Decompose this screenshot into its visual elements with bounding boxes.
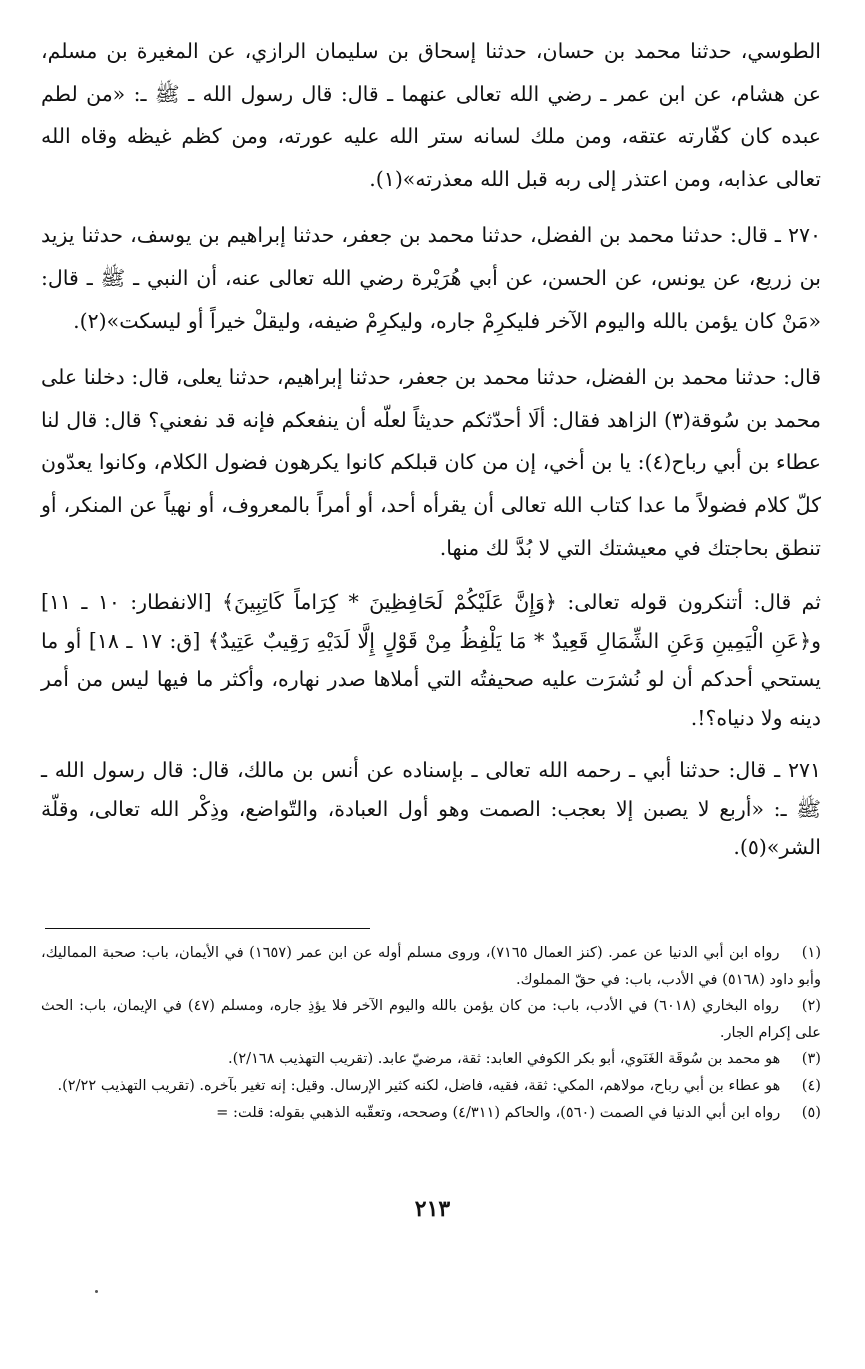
footnote-number: (٤): [801, 1076, 821, 1094]
footnote-text: رواه البخاري (٦٠١٨) في الأدب، باب: من كان يؤمن بالله واليوم الآخر فلا يؤذِ جاره، ومسلم (٤٧) في الإيمان، باب: الحث على إكرام الجار.: [41, 997, 821, 1041]
footnote-text: رواه ابن أبي الدنيا في الصمت (٥٦٠)، والحاكم (٤/٣١١) وصححه، وتعقّبه الذهبي بقوله: قلت: =: [216, 1103, 781, 1121]
footnote-number: (٢): [801, 997, 821, 1015]
paragraph-quran-verses: ثم قال: أتنكرون قوله تعالى: ﴿وَإِنَّ عَلَيْكُمْ لَحَافِظِينَ * كِرَاماً كَاتِبِينَ﴾ [الانفطار: ١٠ ـ ١١] و﴿عَنِ الْيَمِينِ وَعَنِ الشِّمَالِ قَعِيدٌ * مَا يَلْفِظُ مِنْ قَوْلٍ إِلَّا لَدَيْهِ رَقِيبٌ عَتِيدٌ﴾ [ق: ١٧ ـ ١٨] أو ما يستحي أحدكم أن لو نُشرَت عليه صحيفتُه التي أملاها صدر نهاره، وأكثر ما فيها ليس من أمر دينه ولا دنياه؟!.: [41, 590, 821, 730]
footnote-3: [41, 1046, 821, 1073]
footnote-number: (١): [801, 944, 822, 961]
paragraph-ibn-suqa: قال: حدثنا محمد بن الفضل، حدثنا محمد بن جعفر، حدثنا إبراهيم، حدثنا يعلى، قال: دخلنا على محمد بن سُوقة(٣) الزاهد فقال: ألَا أحدّثكم حديثاً لعلّه أن ينفعكم فإنه قد نفعني؟ قال: قال لنا عطاء بن أبي رباح(٤): يا بن أخي، إن من كان قبلكم كانوا يكرهون فضول الكلام، وكانوا يعدّون كلّ كلام فضولاً ما عدا كتاب الله تعالى أن يقرأه أحد، أو أمراً بالمعروف، أو نهياً عن المنكر، أو تنطق بحاجتك في معيشتك التي لا بُدَّ لك منها.: [41, 365, 821, 560]
footnote-text: هو محمد بن سُوقَة الغَنَوي، أبو بكر الكوفي العابد: ثقة، مرضيّ عابد. (تقريب التهذيب ٢/١٦٨).: [227, 1050, 781, 1068]
footnote-4: [41, 1073, 821, 1100]
footnotes: [41, 940, 821, 1126]
footnote-separator: [45, 928, 370, 929]
paragraph-hadith-270: ٢٧٠ ـ قال: حدثنا محمد بن الفضل، حدثنا محمد بن جعفر، حدثنا إبراهيم بن يوسف، حدثنا يزيد بن زريع، عن يونس، عن الحسن، عن أبي هُرَيْرة رضي الله تعالى عنه، أن النبي ـ ﷺ ـ قال: «مَنْ كان يؤمن بالله واليوم الآخر فليكرِمْ جاره، وليكرِمْ ضيفه، وليقلْ خيراً أو ليسكت»(٢).: [41, 223, 821, 333]
footnote-text: رواه ابن أبي الدنيا عن عمر. (كنز العمال ٧١٦٥)، وروى مسلم أوله عن ابن عمر (١٦٥٧) في الأيمان، باب: صحبة المماليك، وأبو داود (٥١٦٨) في الأدب، باب: في حقّ المملوك.: [41, 944, 821, 988]
paragraph-hadith-271: ٢٧١ ـ قال: حدثنا أبي ـ رحمه الله تعالى ـ بإسناده عن أنس بن مالك، قال: قال رسول الله ـ ﷺ ـ: «أربع لا يصبن إلا بعجب: الصمت وهو أول العبادة، والتّواضع، وذِكْر الله تعالى، وقلّة الشر»(٥).: [41, 758, 821, 860]
scan-speck: [95, 1290, 98, 1293]
page-number: ٢١٣: [414, 1196, 451, 1222]
footnote-1: [41, 940, 821, 993]
footnote-2: [41, 993, 821, 1046]
footnote-number: (٣): [801, 1050, 821, 1068]
footnote-number: (٥): [801, 1103, 821, 1121]
footnote-text: هو عطاء بن أبي رباح، مولاهم، المكي: ثقة، فقيه، فاضل، لكنه كثير الإرسال. وقيل: إنه تغير بآخره. (تقريب التهذيب ٢/٢٢).: [57, 1076, 781, 1094]
main-text: [41, 30, 821, 881]
paragraph-isnad-continuation: الطوسي، حدثنا محمد بن حسان، حدثنا إسحاق بن سليمان الرازي، عن المغيرة بن مسلم، عن هشام، عن ابن عمر ـ رضي الله تعالى عنهما ـ قال: قال رسول الله ـ ﷺ ـ: «من لطم عبده كان كفّارته عتقه، ومن ملك لسانه ستر الله عليه عورته، ومن كظم غيظه وقاه الله تعالى عذابه، ومن اعتذر إلى ربه قبل الله معذرته»(١).: [41, 39, 821, 191]
footnote-5: [41, 1100, 821, 1127]
